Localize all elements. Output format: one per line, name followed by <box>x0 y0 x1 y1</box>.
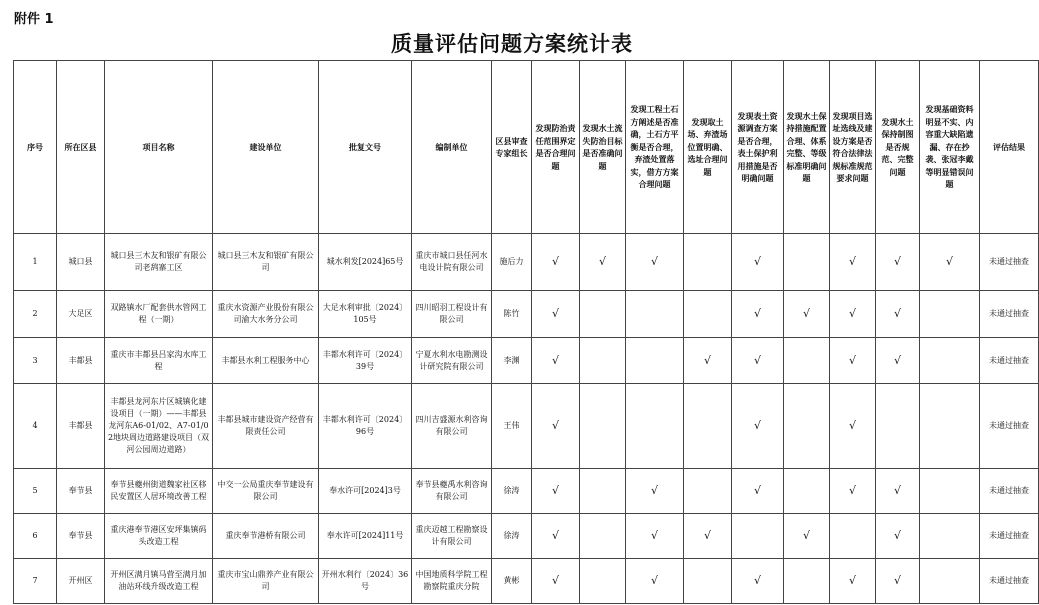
builder-cell: 丰都县城市建设资产经营有限责任公司 <box>213 384 319 469</box>
check-mark: √ <box>532 291 580 338</box>
check-mark: √ <box>626 234 684 291</box>
compiler-cell: 宁夏水利水电勘测设计研究院有限公司 <box>412 338 492 384</box>
check-mark: √ <box>532 384 580 469</box>
project-cell: 奉节县夔州街道魏家社区移民安置区人居环境改善工程 <box>105 469 213 514</box>
check-mark <box>784 234 830 291</box>
row-number: 1 <box>14 234 57 291</box>
header-cell: 评估结果 <box>980 61 1039 234</box>
header-cell: 发现水土保持措施配置合理、体系完整、等级标准明确问题 <box>784 61 830 234</box>
check-mark: √ <box>626 469 684 514</box>
check-mark: √ <box>684 338 732 384</box>
check-mark: √ <box>830 291 876 338</box>
check-mark: √ <box>580 234 626 291</box>
check-mark: √ <box>626 514 684 559</box>
check-mark: √ <box>876 559 920 604</box>
expert-cell: 施后力 <box>492 234 532 291</box>
attachment-label: 附件 1 <box>14 12 54 27</box>
district-cell: 城口县 <box>57 234 105 291</box>
check-mark: √ <box>830 338 876 384</box>
check-mark: √ <box>732 338 784 384</box>
check-mark: √ <box>920 234 980 291</box>
row-number: 6 <box>14 514 57 559</box>
district-cell: 大足区 <box>57 291 105 338</box>
header-cell: 发现基础资料明显不实、内容重大缺陷遗漏、存在抄袭、张冠李戴等明显错误问题 <box>920 61 980 234</box>
check-mark <box>784 338 830 384</box>
table-row <box>14 514 1039 559</box>
check-mark: √ <box>876 338 920 384</box>
statistics-table <box>13 60 1039 604</box>
approval-cell: 开州水利行〔2024〕36号 <box>319 559 412 604</box>
check-mark <box>684 234 732 291</box>
result-cell: 未通过抽查 <box>980 559 1039 604</box>
check-mark: √ <box>626 559 684 604</box>
check-mark: √ <box>876 234 920 291</box>
district-cell: 奉节县 <box>57 514 105 559</box>
check-mark: √ <box>830 469 876 514</box>
check-mark: √ <box>732 469 784 514</box>
approval-cell: 丰都水利许可〔2024〕39号 <box>319 338 412 384</box>
row-number: 4 <box>14 384 57 469</box>
district-cell: 开州区 <box>57 559 105 604</box>
expert-cell: 黄彬 <box>492 559 532 604</box>
row-number: 2 <box>14 291 57 338</box>
check-mark <box>684 469 732 514</box>
check-mark <box>626 384 684 469</box>
check-mark: √ <box>784 291 830 338</box>
check-mark <box>580 469 626 514</box>
header-cell: 发现取土场、弃渣场位置明确、选址合理问题 <box>684 61 732 234</box>
row-number: 3 <box>14 338 57 384</box>
check-mark <box>626 338 684 384</box>
project-cell: 双路镇水厂配套供水管网工程（一期） <box>105 291 213 338</box>
approval-cell: 城水利发[2024]65号 <box>319 234 412 291</box>
approval-cell: 丰都水利许可〔2024〕96号 <box>319 384 412 469</box>
check-mark <box>732 514 784 559</box>
result-cell: 未通过抽查 <box>980 469 1039 514</box>
expert-cell: 王伟 <box>492 384 532 469</box>
row-number: 5 <box>14 469 57 514</box>
row-number: 7 <box>14 559 57 604</box>
check-mark <box>920 559 980 604</box>
result-cell: 未通过抽查 <box>980 514 1039 559</box>
check-mark: √ <box>532 234 580 291</box>
check-mark <box>684 559 732 604</box>
check-mark <box>580 338 626 384</box>
table-row <box>14 234 1039 291</box>
builder-cell: 重庆奉节港桥有限公司 <box>213 514 319 559</box>
header-cell: 建设单位 <box>213 61 319 234</box>
project-cell: 开州区满月镇马营至满月加油站环线升级改造工程 <box>105 559 213 604</box>
header-cell: 所在区县 <box>57 61 105 234</box>
compiler-cell: 奉节县夔禹水利咨询有限公司 <box>412 469 492 514</box>
expert-cell: 徐涛 <box>492 469 532 514</box>
approval-cell: 大足水利审批〔2024〕105号 <box>319 291 412 338</box>
check-mark <box>920 291 980 338</box>
header-cell: 发现表土资源调查方案是否合理，表土保护利用措施是否明确问题 <box>732 61 784 234</box>
check-mark: √ <box>830 559 876 604</box>
check-mark: √ <box>830 384 876 469</box>
check-mark <box>784 469 830 514</box>
table-row <box>14 469 1039 514</box>
check-mark <box>920 514 980 559</box>
header-cell: 发现防治责任范围界定是否合理问题 <box>532 61 580 234</box>
header-row <box>14 61 1039 234</box>
check-mark <box>876 384 920 469</box>
compiler-cell: 重庆迈越工程勘察设计有限公司 <box>412 514 492 559</box>
check-mark <box>784 384 830 469</box>
check-mark <box>580 291 626 338</box>
builder-cell: 重庆市宝山鼎养产业有限公司 <box>213 559 319 604</box>
district-cell: 丰都县 <box>57 338 105 384</box>
check-mark: √ <box>532 514 580 559</box>
check-mark <box>580 384 626 469</box>
check-mark <box>784 559 830 604</box>
check-mark: √ <box>532 469 580 514</box>
header-cell: 序号 <box>14 61 57 234</box>
project-cell: 重庆港奉节港区安坪集镇码头改造工程 <box>105 514 213 559</box>
check-mark: √ <box>732 234 784 291</box>
check-mark: √ <box>732 291 784 338</box>
expert-cell: 李渊 <box>492 338 532 384</box>
header-cell: 批复文号 <box>319 61 412 234</box>
project-cell: 城口县三木友和银矿有限公司老鸹寨工区 <box>105 234 213 291</box>
check-mark <box>684 384 732 469</box>
check-mark <box>626 291 684 338</box>
compiler-cell: 四川昭羽工程设计有限公司 <box>412 291 492 338</box>
builder-cell: 丰都县水利工程服务中心 <box>213 338 319 384</box>
header-cell: 发现项目选址选线及建设方案是否符合法律法规标准规范要求问题 <box>830 61 876 234</box>
project-cell: 丰都县龙河东片区城镇化建设项目（一期）——丰都县龙河东A6-01/02、A7-01/02地块周边道路建设项目（双河公园周边道路） <box>105 384 213 469</box>
compiler-cell: 重庆市城口县任河水电设计院有限公司 <box>412 234 492 291</box>
project-cell: 重庆市丰都县吕家沟水库工程 <box>105 338 213 384</box>
check-mark: √ <box>830 234 876 291</box>
expert-cell: 陈竹 <box>492 291 532 338</box>
header-cell: 发现工程土石方阐述是否准确，土石方平衡是否合理，弃渣处置落实，借方方案合理问题 <box>626 61 684 234</box>
approval-cell: 奉水许可[2024]11号 <box>319 514 412 559</box>
table-row <box>14 384 1039 469</box>
header-cell: 发现水土保持制图是否规范、完整问题 <box>876 61 920 234</box>
check-mark <box>580 514 626 559</box>
builder-cell: 重庆水资源产业股份有限公司渝大水务分公司 <box>213 291 319 338</box>
page-title: 质量评估问题方案统计表 <box>391 31 633 56</box>
check-mark: √ <box>684 514 732 559</box>
table-row <box>14 291 1039 338</box>
compiler-cell: 四川吉盛源水利咨询有限公司 <box>412 384 492 469</box>
check-mark: √ <box>784 514 830 559</box>
check-mark <box>920 384 980 469</box>
check-mark <box>920 469 980 514</box>
header-cell: 项目名称 <box>105 61 213 234</box>
result-cell: 未通过抽查 <box>980 384 1039 469</box>
header-cell: 发现水土流失防治目标是否准确问题 <box>580 61 626 234</box>
district-cell: 丰都县 <box>57 384 105 469</box>
expert-cell: 徐涛 <box>492 514 532 559</box>
check-mark <box>830 514 876 559</box>
table-row <box>14 338 1039 384</box>
check-mark: √ <box>732 384 784 469</box>
check-mark <box>920 338 980 384</box>
check-mark <box>580 559 626 604</box>
check-mark <box>684 291 732 338</box>
result-cell: 未通过抽查 <box>980 338 1039 384</box>
builder-cell: 中交一公局重庆奉节建设有限公司 <box>213 469 319 514</box>
header-cell: 区县审查专家组长 <box>492 61 532 234</box>
builder-cell: 城口县三木友和银矿有限公司 <box>213 234 319 291</box>
district-cell: 奉节县 <box>57 469 105 514</box>
check-mark: √ <box>532 338 580 384</box>
check-mark: √ <box>532 559 580 604</box>
result-cell: 未通过抽查 <box>980 234 1039 291</box>
check-mark: √ <box>732 559 784 604</box>
table-row <box>14 559 1039 604</box>
check-mark: √ <box>876 291 920 338</box>
compiler-cell: 中国地质科学院工程勘察院重庆分院 <box>412 559 492 604</box>
approval-cell: 奉水许可[2024]3号 <box>319 469 412 514</box>
result-cell: 未通过抽查 <box>980 291 1039 338</box>
check-mark: √ <box>876 469 920 514</box>
check-mark: √ <box>876 514 920 559</box>
header-cell: 编制单位 <box>412 61 492 234</box>
